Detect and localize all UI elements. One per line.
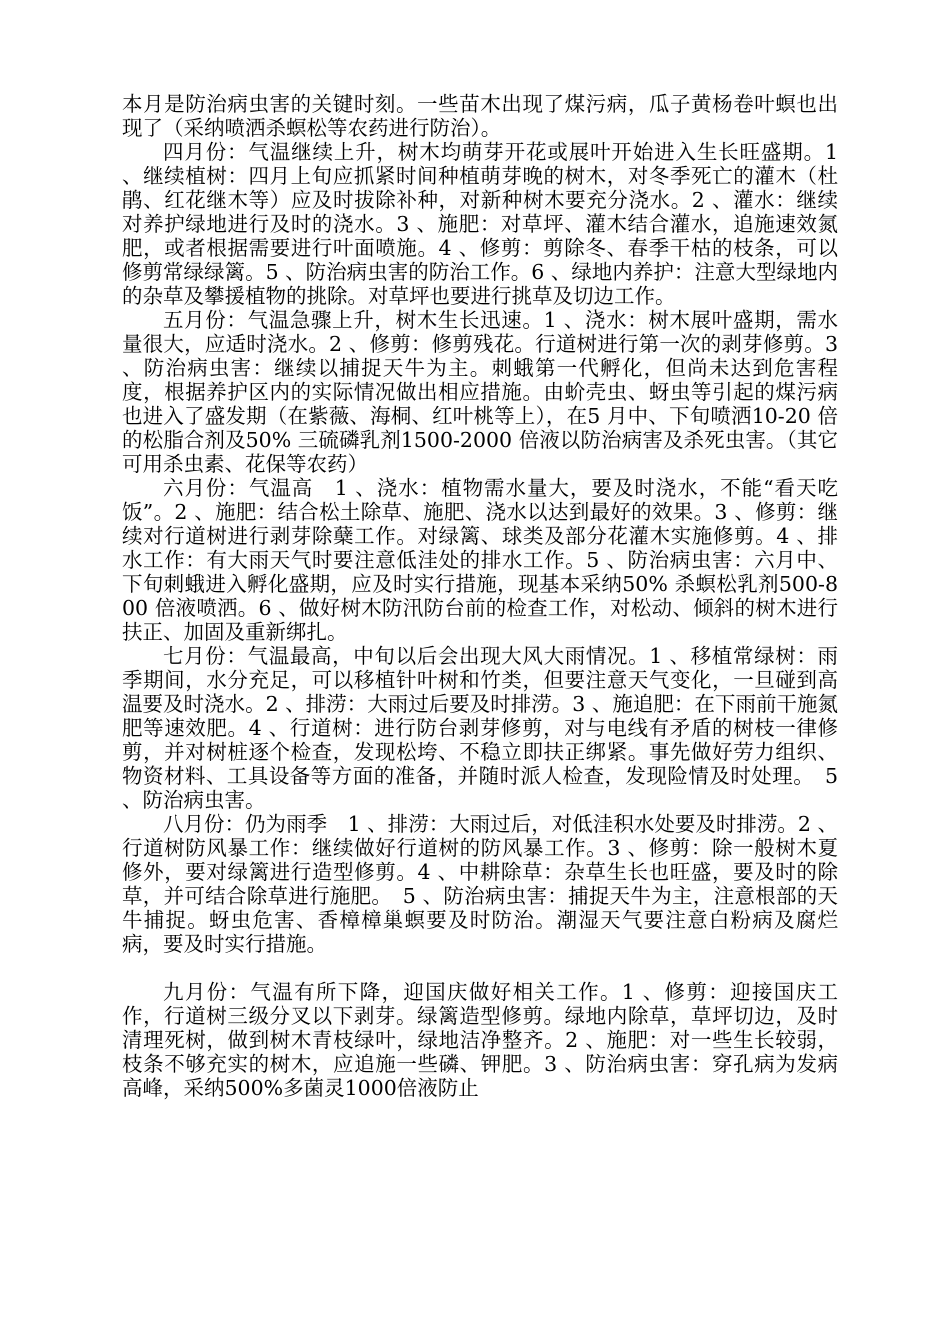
paragraph-may: 五月份：气温急骤上升，树木生长迅速。1 、浇水：树木展叶盛期，需水量很大，应适时浇水。2 、修剪：修剪残花。行道树进行第一次的剥芽修剪。3 、防治病虫害：继续以捕捉天牛为主。刺蛾第一代孵化，但尚未达到危害程度，根据养护区内的实际情况做出相应措施。由蚧壳虫、蚜虫等引起的煤污病也进入了盛发期（在紫薇、海桐、红叶桃等上），在5 月中、下旬喷洒10-20 倍的松脂合剂及50% 三硫磷乳剂1500-2000 倍液以防治病害及杀死虫害。（其它可用杀虫素、花保等农药）	[122, 308, 838, 476]
paragraph-september: 九月份：气温有所下降，迎国庆做好相关工作。1 、修剪：迎接国庆工作，行道树三级分叉以下剥芽。绿篱造型修剪。绿地内除草，草坪切边，及时清理死树，做到树木青枝绿叶，绿地洁净整齐。2 、施肥：对一些生长较弱，枝条不够充实的树木，应追施一些磷、钾肥。3 、防治病虫害：穿孔病为发病高峰，采纳500%多菌灵1000倍液防止	[122, 980, 838, 1100]
paragraph-april: 四月份：气温继续上升，树木均萌芽开花或展叶开始进入生长旺盛期。1 、继续植树：四月上旬应抓紧时间种植萌芽晚的树木，对冬季死亡的灌木（杜鹃、红花继木等）应及时拔除补种，对新种树木要充分浇水。2 、灌水：继续对养护绿地进行及时的浇水。3 、施肥：对草坪、灌木结合灌水，追施速效氮肥，或者根据需要进行叶面喷施。4 、修剪：剪除冬、春季干枯的枝条，可以修剪常绿绿篱。5 、防治病虫害的防治工作。6 、绿地内养护：注意大型绿地内的杂草及攀援植物的挑除。对草坪也要进行挑草及切边工作。	[122, 140, 838, 308]
document-page	[122, 92, 838, 1100]
paragraph-august: 八月份：仍为雨季 1 、排涝：大雨过后，对低洼积水处要及时排涝。2 、行道树防风暴工作：继续做好行道树的防风暴工作。3 、修剪：除一般树木夏修外，要对绿篱进行造型修剪。4 、中耕除草：杂草生长也旺盛，要及时的除草，并可结合除草进行施肥。 5 、防治病虫害：捕捉天牛为主，注意根部的天牛捕捉。蚜虫危害、香樟樟巢螟要及时防治。潮湿天气要注意白粉病及腐烂病，要及时实行措施。	[122, 812, 838, 956]
paragraph-june: 六月份：气温高 1 、浇水：植物需水量大，要及时浇水，不能“看天吃饭”。2 、施肥：结合松土除草、施肥、浇水以达到最好的效果。3 、修剪：继续对行道树进行剥芽除蘖工作。对绿篱、球类及部分花灌木实施修剪。4 、排水工作：有大雨天气时要注意低洼处的排水工作。5 、防治病虫害：六月中、下旬刺蛾进入孵化盛期，应及时实行措施，现基本采纳50% 杀螟松乳剂500-800 倍液喷洒。6 、做好树木防汛防台前的检查工作，对松动、倾斜的树木进行扶正、加固及重新绑扎。	[122, 476, 838, 644]
paragraph-intro: 本月是防治病虫害的关键时刻。一些苗木出现了煤污病，瓜子黄杨卷叶螟也出现了（采纳喷洒杀螟松等农药进行防治）。	[122, 92, 838, 140]
paragraph-july: 七月份：气温最高，中旬以后会出现大风大雨情况。1 、移植常绿树：雨季期间，水分充足，可以移植针叶树和竹类，但要注意天气变化，一旦碰到高温要及时浇水。2 、排涝：大雨过后要及时排涝。3 、施追肥：在下雨前干施氮肥等速效肥。4 、行道树：进行防台剥芽修剪，对与电线有矛盾的树枝一律修剪，并对树桩逐个检查，发现松垮、不稳立即扶正绑紧。事先做好劳力组织、物资材料、工具设备等方面的准备，并随时派人检查，发现险情及时处理。 5 、防治病虫害。	[122, 644, 838, 812]
